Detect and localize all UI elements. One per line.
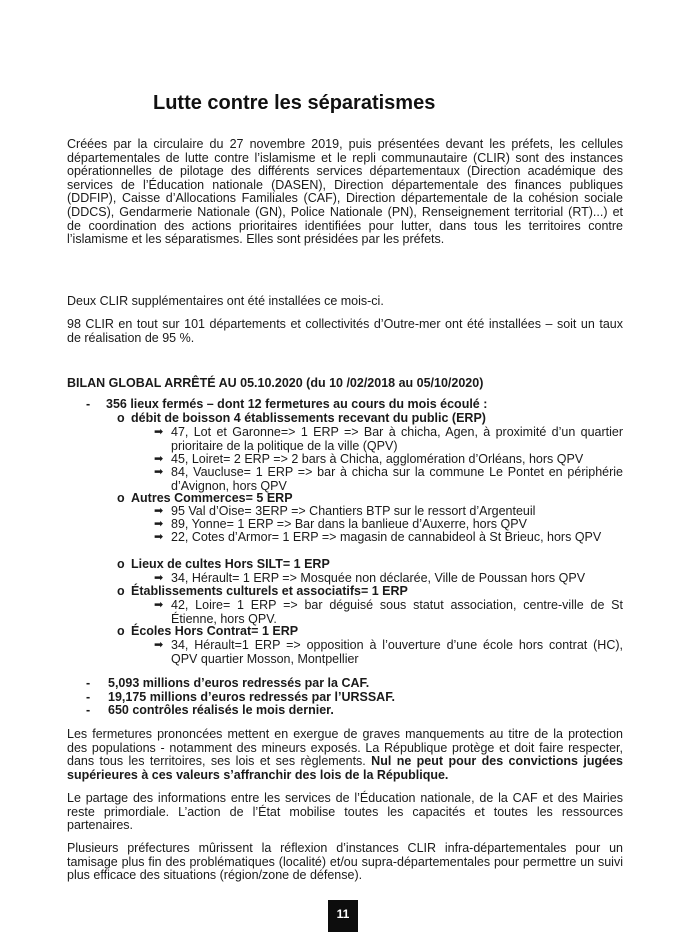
category-label: Établissements culturels et associatifs= 1 ERP (131, 584, 408, 598)
closures-summary (86, 398, 623, 412)
list-item (154, 465, 623, 493)
dash-marker: - (86, 397, 91, 411)
list-item (154, 425, 623, 453)
list-item-text: 84, Vaucluse= 1 ERP => bar à chicha sur la commune Le Pontet en périphérie d’Avignon, hors QPV (171, 465, 623, 493)
intro-paragraph: Créées par la circulaire du 27 novembre 2019, puis présentées devant les préfets, les cellules départementales de lutte contre l’islamisme et le repli communautaire (CLIR) sont des instances opérationnelles de pilotage des différents services départementaux (Direction académique des services de l’Éducation nationale (DASEN), Direction départementale des finances publiques (DDFIP), Caisse d’Allocations Familiales (CAF), Direction départementale de la cohésion sociale (DDCS), Gendarmerie Nationale (GN), Police Nationale (PN), Renseignement territorial (RT)...) et de coordination des actions prioritaires identifiées pour lutter, dans tous les territoires contre l’islamisme et les séparatismes. Elles sont présidées par les préfets. (67, 137, 623, 247)
clir-added-paragraph: Deux CLIR supplémentaires ont été installées ce mois-ci. (67, 294, 384, 308)
category-label: Autres Commerces= 5 ERP (131, 491, 293, 505)
list-item (154, 638, 623, 666)
list-item-text: 47, Lot et Garonne=> 1 ERP => Bar à chicha, Agen, à proximité d’un quartier prioritaire de la politique de la ville (QPV) (171, 425, 623, 453)
partage-paragraph: Le partage des informations entre les services de l’Éducation nationale, de la CAF et des Mairies reste primordiale. L’action de l’État mobilise toutes les capacités et toutes les ressources partenaires. (67, 791, 623, 833)
dash-marker: - (86, 689, 91, 704)
figure-item (86, 704, 623, 718)
figures-list (86, 677, 623, 718)
arrow-icon: ➡ (154, 531, 164, 543)
bullet-marker: o (117, 584, 125, 598)
bullet-marker: o (117, 491, 125, 505)
closures-summary-text: 356 lieux fermés – dont 12 fermetures au cours du mois écoulé : (106, 397, 488, 411)
fermetures-paragraph (67, 728, 623, 782)
arrow-icon: ➡ (154, 426, 164, 438)
category-heading (117, 557, 623, 572)
figure-item (86, 691, 623, 705)
arrow-icon: ➡ (154, 599, 164, 611)
list-item-text: 34, Hérault= 1 ERP => Mosquée non déclarée, Ville de Poussan hors QPV (171, 571, 586, 585)
fermetures-text: Les fermetures prononcées mettent en exergue de graves manquements au titre de la protection des populations - notamment des mineurs exposés. La République protège et doit faire respecter, dans tous les territoires, ses lois et ses règlements. (67, 727, 623, 769)
arrow-icon: ➡ (154, 572, 164, 584)
category-heading (117, 624, 623, 639)
page-title: Lutte contre les séparatismes (153, 92, 436, 114)
page-number: 11 (328, 900, 358, 932)
dash-marker: - (86, 676, 91, 690)
figure-text: 5,093 millions d’euros redressés par la CAF. (108, 676, 370, 690)
bullet-marker: o (117, 624, 125, 638)
list-item (154, 530, 623, 545)
bullet-marker: o (117, 411, 125, 425)
bilan-heading: BILAN GLOBAL ARRÊTÉ AU 05.10.2020 (du 10 /02/2018 au 05/10/2020) (67, 376, 484, 390)
bullet-marker: o (117, 557, 125, 571)
arrow-icon: ➡ (154, 505, 164, 517)
list-item-text: 22, Cotes d’Armor= 1 ERP => magasin de cannabideol à St Brieuc, hors QPV (171, 530, 602, 544)
category-label: Écoles Hors Contrat= 1 ERP (131, 624, 299, 638)
category-heading (117, 411, 623, 426)
list-item-text: 45, Loiret= 2 ERP => 2 bars à Chicha, agglomération d’Orléans, hors QPV (171, 452, 584, 466)
category-heading (117, 584, 623, 599)
arrow-icon: ➡ (154, 453, 164, 465)
list-item-text: 42, Loire= 1 ERP => bar déguisé sous statut association, centre-ville de St Étienne, hors QPV. (171, 598, 623, 626)
category-label: débit de boisson 4 établissements recevant du public (ERP) (131, 411, 486, 425)
dash-marker: - (86, 703, 91, 718)
list-item-text: 95 Val d’Oise= 3ERP => Chantiers BTP sur le ressort d’Argenteuil (171, 504, 536, 518)
figure-text: 650 contrôles réalisés le mois dernier. (108, 703, 334, 718)
list-item (154, 598, 623, 626)
figure-text: 19,175 millions d’euros redressés par l’URSSAF. (108, 689, 395, 704)
arrow-icon: ➡ (154, 466, 164, 478)
arrow-icon: ➡ (154, 639, 164, 651)
fermetures-bold-text: Nul ne peut pour des convictions jugées supérieures à ces valeurs s’affranchir des lois de la République. (67, 754, 623, 782)
arrow-icon: ➡ (154, 518, 164, 530)
figure-item (86, 677, 623, 691)
category-label: Lieux de cultes Hors SILT= 1 ERP (131, 557, 330, 571)
list-item-text: 34, Hérault=1 ERP => opposition à l’ouverture d’une école hors contrat (HC), QPV quartier Mosson, Montpellier (171, 638, 623, 666)
clir-total-paragraph: 98 CLIR en tout sur 101 départements et collectivités d’Outre-mer ont été installées – soit un taux de réalisation de 95 %. (67, 317, 623, 345)
prefectures-paragraph: Plusieurs préfectures mûrissent la réflexion d’instances CLIR infra-départementales pour un tamisage plus fin des problématiques (localité) et/ou supra-départementales pour permettre un suivi plus efficace des situations (région/zone de défense). (67, 841, 623, 883)
list-item-text: 89, Yonne= 1 ERP => Bar dans la banlieue d’Auxerre, hors QPV (171, 517, 527, 531)
